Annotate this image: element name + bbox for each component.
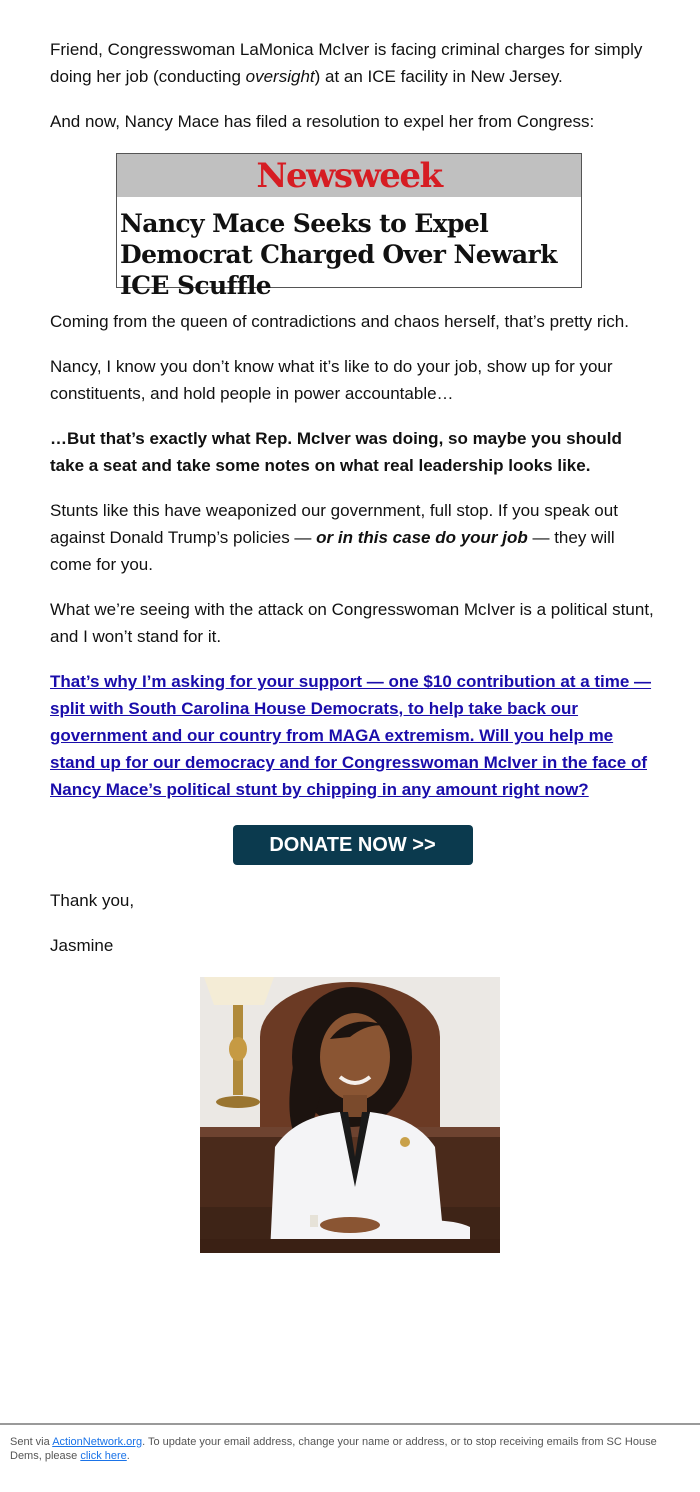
donate-now-button[interactable]: DONATE NOW >>	[233, 825, 473, 865]
paragraph-political-stunt: What we’re seeing with the attack on Congresswoman McIver is a political stunt, and I won’t stand for it.	[50, 600, 654, 646]
news-headline: Nancy Mace Seeks to Expel Democrat Charged Over Newark ICE Scuffle	[120, 209, 557, 300]
donate-button-wrap	[50, 825, 655, 865]
newsweek-logo-bar	[117, 154, 581, 197]
email-body	[50, 36, 655, 1253]
paragraph-take-a-seat: …But that’s exactly what Rep. McIver was doing, so maybe you should take a seat and take some notes on what real leadership looks like.	[50, 429, 622, 475]
email-footer: Sent via ActionNetwork.org. To update your email address, change your name or address, or to stop receiving emails from SC House Dems, please click here.	[0, 1423, 700, 1463]
donate-cta-link[interactable]: That’s why I’m asking for your support — one $10 contribution at a time — split with South Carolina House Democrats, to help take back our government and our country from MAGA extremism. Will you help me stand up for our democracy and for Congresswoman McIver in the face of Nancy Mace’s political stunt by chipping in any amount right now?	[50, 672, 652, 799]
jasmine-portrait-photo	[200, 977, 500, 1253]
paragraph-intro: Friend, Congresswoman LaMonica McIver is facing criminal charges for simply doing her job (conducting oversight) at an ICE facility in New Jersey.	[50, 40, 643, 86]
paragraph-accountable: Nancy, I know you don’t know what it’s like to do your job, show up for your constituents, and hold people in power accountable…	[50, 357, 613, 403]
emphasis-oversight: oversight	[245, 67, 315, 86]
emphasis-do-your-job: or in this case do your job	[316, 528, 528, 547]
signoff: Thank you,	[50, 891, 135, 910]
signature: Jasmine	[50, 936, 114, 955]
newsweek-headline-image	[116, 153, 582, 300]
portrait-illustration	[200, 977, 500, 1253]
actionnetwork-link[interactable]: ActionNetwork.org	[52, 1436, 143, 1448]
newsweek-logo: Newsweek	[256, 155, 442, 196]
paragraph-stunts: Stunts like this have weaponized our government, full stop. If you speak out against Donald Trump’s policies — or in this case do your job — they will come for you.	[50, 501, 618, 574]
paragraph-queen: Coming from the queen of contradictions and chaos herself, that’s pretty rich.	[50, 312, 629, 331]
paragraph-expel-resolution: And now, Nancy Mace has filed a resolution to expel her from Congress:	[50, 112, 595, 131]
unsubscribe-link[interactable]: click here	[80, 1450, 127, 1462]
